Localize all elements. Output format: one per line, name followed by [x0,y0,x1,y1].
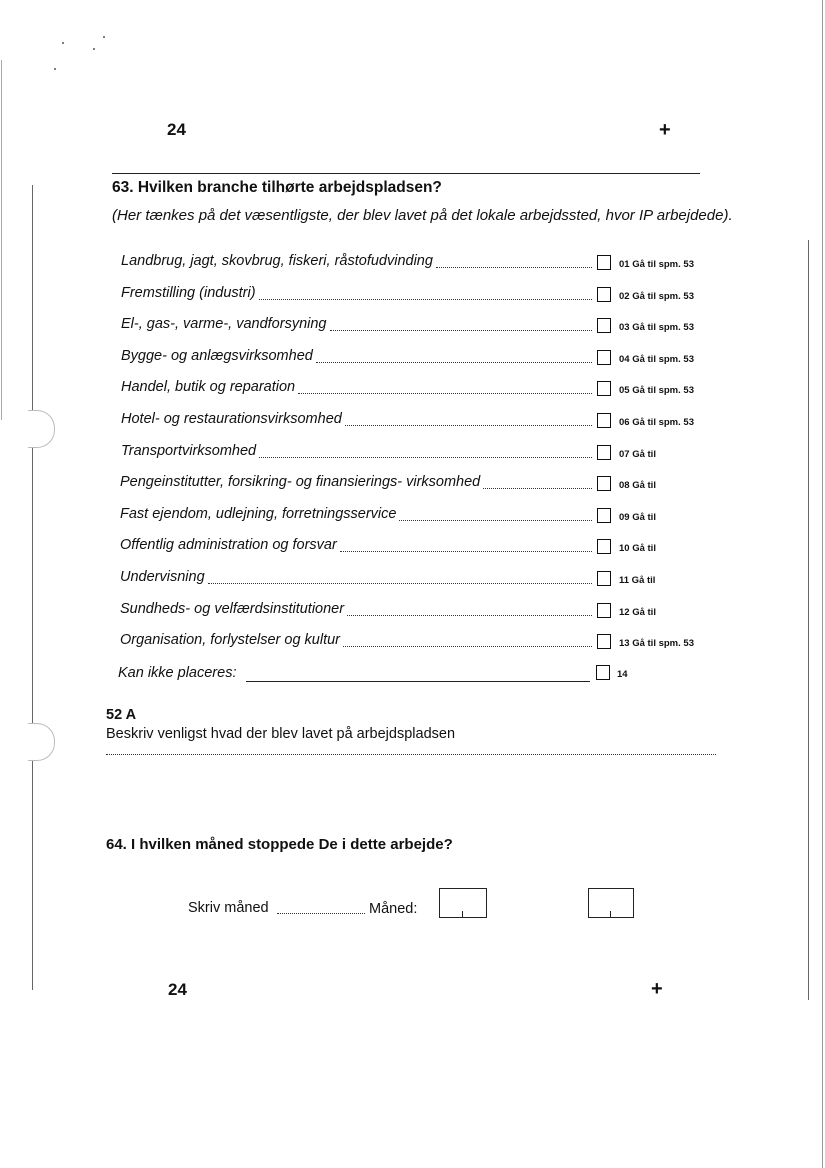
industry-option-leader-dots [208,583,592,584]
industry-option-code: 10 Gå til [619,543,656,554]
scan-speck [93,48,95,50]
industry-option-label: Fremstilling (industri) [121,285,256,301]
industry-option-code: 11 Gå til [619,575,656,586]
industry-option-leader-dots [343,646,592,647]
question-64-title: 64. I hvilken måned stoppede De i dette arbejde? [106,836,453,853]
industry-option-label: Offentlig administration og forsvar [120,537,337,553]
option-other-checkbox[interactable] [596,665,610,680]
industry-option-checkbox[interactable] [597,603,611,618]
section-52a-answer-line[interactable] [106,754,716,755]
industry-option-label: Pengeinstitutter, forsikring- og finansierings- virksomhed [120,474,481,490]
section-52a-heading: 52 A [106,707,137,723]
punch-hole-bottom [28,723,55,761]
industry-option-label: Handel, butik og reparation [121,379,296,395]
industry-option-row[interactable] [0,285,825,307]
industry-option-code: 03 Gå til spm. 53 [619,322,694,333]
month-digit-divider-2 [610,911,611,917]
question-63-subtitle: (Her tænkes på det væsentligste, der blev lavet på det lokale arbejdssted, hvor IP arbejdede). [112,207,733,224]
industry-option-row[interactable] [0,379,825,401]
industry-option-checkbox[interactable] [597,413,611,428]
write-month-label: Skriv måned [188,900,269,916]
industry-option-leader-dots [316,362,592,363]
scan-speck [54,68,56,70]
industry-option-label: Transportvirksomhed [121,443,257,459]
industry-option-checkbox[interactable] [597,318,611,333]
scan-speck [103,36,105,38]
industry-option-label: Organisation, forlystelser og kultur [120,632,341,648]
industry-option-leader-dots [330,330,592,331]
industry-option-checkbox[interactable] [597,445,611,460]
registration-mark-bottom: + [651,978,663,1000]
industry-option-checkbox[interactable] [597,539,611,554]
industry-option-row[interactable] [0,601,825,623]
industry-option-checkbox[interactable] [597,634,611,649]
industry-option-leader-dots [259,299,592,300]
month-label: Måned: [369,901,418,917]
industry-option-leader-dots [483,488,592,489]
industry-option-leader-dots [436,267,592,268]
industry-option-code: 13 Gå til spm. 53 [619,638,694,649]
industry-option-row[interactable] [0,506,825,528]
month-digit-box-1[interactable] [439,888,487,918]
industry-option-code: 08 Gå til [619,480,656,491]
industry-option-row[interactable] [0,443,825,465]
industry-option-code: 09 Gå til [619,512,656,523]
registration-mark-top: + [659,119,671,141]
industry-option-row[interactable] [0,632,825,654]
industry-option-label: Fast ejendom, udlejning, forretningsservice [120,506,397,522]
industry-option-code: 07 Gå til [619,449,656,460]
page-number-bottom: 24 [168,980,187,999]
industry-option-checkbox[interactable] [597,350,611,365]
page-number-top: 24 [167,120,186,139]
top-rule [112,173,700,174]
industry-option-leader-dots [340,551,592,552]
industry-option-row[interactable] [0,253,825,275]
option-other-label: Kan ikke placeres: [118,665,237,681]
industry-option-code: 04 Gå til spm. 53 [619,354,694,365]
industry-option-leader-dots [259,457,592,458]
option-other-code: 14 [617,669,628,680]
industry-option-leader-dots [347,615,592,616]
industry-option-label: Undervisning [120,569,205,585]
industry-option-row[interactable] [0,474,825,496]
section-52a-text: Beskriv venligst hvad der blev lavet på arbejdspladsen [106,726,456,742]
industry-option-code: 02 Gå til spm. 53 [619,291,694,302]
industry-option-leader-dots [298,393,592,394]
industry-option-label: Landbrug, jagt, skovbrug, fiskeri, råstofudvinding [121,253,433,269]
industry-option-row[interactable] [0,411,825,433]
industry-option-code: 01 Gå til spm. 53 [619,259,694,270]
industry-option-code: 12 Gå til [619,607,656,618]
industry-option-checkbox[interactable] [597,508,611,523]
industry-option-label: Sundheds- og velfærdsinstitutioner [120,601,345,617]
industry-option-checkbox[interactable] [597,287,611,302]
month-digit-box-2[interactable] [588,888,634,918]
industry-option-code: 05 Gå til spm. 53 [619,385,694,396]
industry-option-label: Hotel- og restaurationsvirksomhed [121,411,342,427]
industry-option-leader-dots [399,520,592,521]
industry-option-checkbox[interactable] [597,255,611,270]
option-other-write-line[interactable] [246,681,590,682]
question-63-title: 63. Hvilken branche tilhørte arbejdspladsen? [112,179,442,196]
scan-speck [62,42,64,44]
industry-option-row[interactable] [0,537,825,559]
industry-option-checkbox[interactable] [597,571,611,586]
industry-option-label: El-, gas-, varme-, vandforsyning [121,316,327,332]
industry-option-row[interactable] [0,569,825,591]
industry-option-row[interactable] [0,348,825,370]
industry-option-row[interactable] [0,316,825,338]
industry-option-code: 06 Gå til spm. 53 [619,417,694,428]
month-digit-divider-1 [462,911,463,917]
industry-option-checkbox[interactable] [597,476,611,491]
industry-option-checkbox[interactable] [597,381,611,396]
write-month-dots[interactable] [277,913,365,914]
industry-option-leader-dots [345,425,592,426]
industry-option-label: Bygge- og anlægsvirksomhed [121,348,313,364]
